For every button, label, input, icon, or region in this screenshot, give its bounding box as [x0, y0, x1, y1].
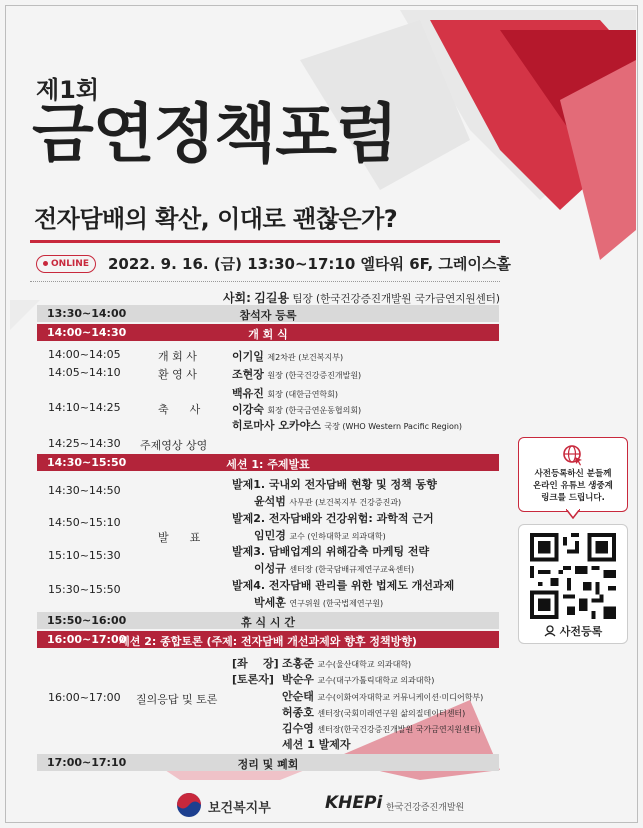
panel-person-4: 허종호 센터장(국회미래연구원 삶의질데이터센터) [282, 706, 466, 719]
row-session-1: 14:30~15:50 세션 1: 주제발표 [37, 454, 499, 471]
panel-person-3: 안순태 교수(이화여자대학교 커뮤니케이션·미디어학부) [282, 690, 484, 703]
panel-person-1: 조홍준 교수(울산대학교 의과대학) [282, 657, 412, 670]
talk-time-1: 14:30~14:50 [48, 484, 121, 497]
row-session-2: 16:00~17:00 세션 2: 종합토론 (주제: 전자담배 개선과제와 향후 정책방향) [37, 631, 499, 648]
forum-subtitle: 전자담배의 확산, 이대로 괜찮은가? [34, 205, 398, 233]
notice-line-1: 사전등록하신 분들께 [534, 469, 612, 479]
congrats-person-1: 백유진 회장 (대한금연학회) [232, 387, 338, 400]
talk-speaker-2: 임민경 교수 (인하대학교 의과대학) [254, 529, 386, 542]
congrats-person-2: 이강숙 회장 (한국금연운동협의회) [232, 403, 362, 416]
congrats-person-3: 히로마사 오카야스 국장 (WHO Western Pacific Region) [232, 419, 463, 432]
video-screening: 주제영상 상영 [140, 439, 208, 452]
talk-time-3: 15:10~15:30 [48, 549, 121, 562]
schedule-table [37, 305, 499, 339]
opening-time-4: 14:25~14:30 [48, 437, 121, 450]
row-opening: 14:00~14:30 개 회 식 [37, 324, 499, 341]
talk-title-2: 발제2. 전자담배와 건강위험: 과학적 근거 [232, 512, 434, 525]
talk-speaker-4: 박세훈 연구위원 (한국법제연구원) [254, 596, 384, 609]
globe-cursor-icon [562, 444, 584, 466]
panel-person-2: 박순우 교수(대구가톨릭대학교 의과대학) [282, 673, 435, 686]
khepi-name: 한국건강증진개발원 [386, 803, 465, 813]
talk-title-1: 발제1. 국내외 전자담배 현황 및 정책 동향 [232, 478, 437, 491]
footer [0, 782, 643, 828]
session1-role: 발 표 [158, 531, 201, 544]
row-closing: 17:00~17:10 정리 및 폐회 [37, 754, 499, 771]
forum-title: 금연정책포럼 [32, 98, 397, 172]
registration-qr-panel[interactable] [518, 524, 628, 644]
notice-line-3: 링크를 드립니다. [541, 493, 605, 503]
opening-role-2: 환 영 사 [158, 368, 197, 381]
online-badge [36, 255, 96, 273]
opening-person-2: 조현장 원장 (한국건강증진개발원) [232, 368, 362, 381]
register-label: 사전등록 [559, 625, 603, 638]
host-detail: 팀장 (한국건강증진개발원 국가금연지원센터) [292, 293, 500, 305]
session2-role: 질의응답 및 토론 [136, 693, 218, 706]
mohw-logo-icon [176, 792, 202, 818]
title-divider [30, 240, 500, 243]
notice-text [519, 468, 627, 504]
chair-label: [좌 장] [232, 657, 279, 670]
live-dot-icon [43, 261, 48, 266]
talk-time-2: 14:50~15:10 [48, 516, 121, 529]
qr-code-icon[interactable] [530, 533, 616, 619]
opening-role-1: 개 회 사 [158, 350, 197, 363]
talk-time-4: 15:30~15:50 [48, 583, 121, 596]
talk-speaker-3: 이성규 센터장 (한국담배규제연구교육센터) [254, 562, 415, 575]
talk-title-3: 발제3. 담배업계의 위해감축 마케팅 전략 [232, 545, 430, 558]
row-registration: 13:30~14:00 참석자 등록 [37, 305, 499, 322]
register-link[interactable] [519, 623, 627, 639]
panel-person-6: 세션 1 발제자 [282, 738, 351, 751]
event-datetime: 2022. 9. 16. (금) 13:30~17:10 엘타워 6F, 그레이스홀 [108, 255, 511, 273]
khepi-logo: KHEPi [325, 793, 383, 813]
livestream-notice [518, 437, 628, 512]
opening-role-3: 축 사 [158, 403, 201, 416]
opening-time-3: 14:10~14:25 [48, 401, 121, 414]
host-label: 사회: [222, 291, 251, 305]
mohw-name: 보건복지부 [208, 801, 271, 816]
row-break: 15:50~16:00 휴 식 시 간 [37, 612, 499, 629]
talk-speaker-1: 윤석범 사무관 (보건복지부 건강증진과) [254, 495, 402, 508]
notice-line-2: 온라인 유튜브 생중계 [533, 481, 613, 491]
panel-person-5: 김수영 센터장(한국건강증진개발원 국가금연지원센터) [282, 722, 481, 735]
online-badge-label: ONLINE [51, 259, 89, 269]
opening-time-1: 14:00~14:05 [48, 348, 121, 361]
host-line [223, 289, 500, 306]
person-search-icon [544, 624, 557, 637]
opening-person-1: 이기일 제2차관 (보건복지부) [232, 350, 344, 363]
session2-time: 16:00~17:00 [48, 691, 121, 704]
opening-time-2: 14:05~14:10 [48, 366, 121, 379]
notice-pointer [566, 509, 580, 519]
talk-title-4: 발제4. 전자담배 관리를 위한 법제도 개선과제 [232, 579, 455, 592]
panel-label: [토론자] [232, 673, 274, 686]
dotted-divider [30, 281, 500, 282]
edition-label: 제1회 [36, 76, 100, 104]
host-name: 김길용 [254, 291, 290, 305]
